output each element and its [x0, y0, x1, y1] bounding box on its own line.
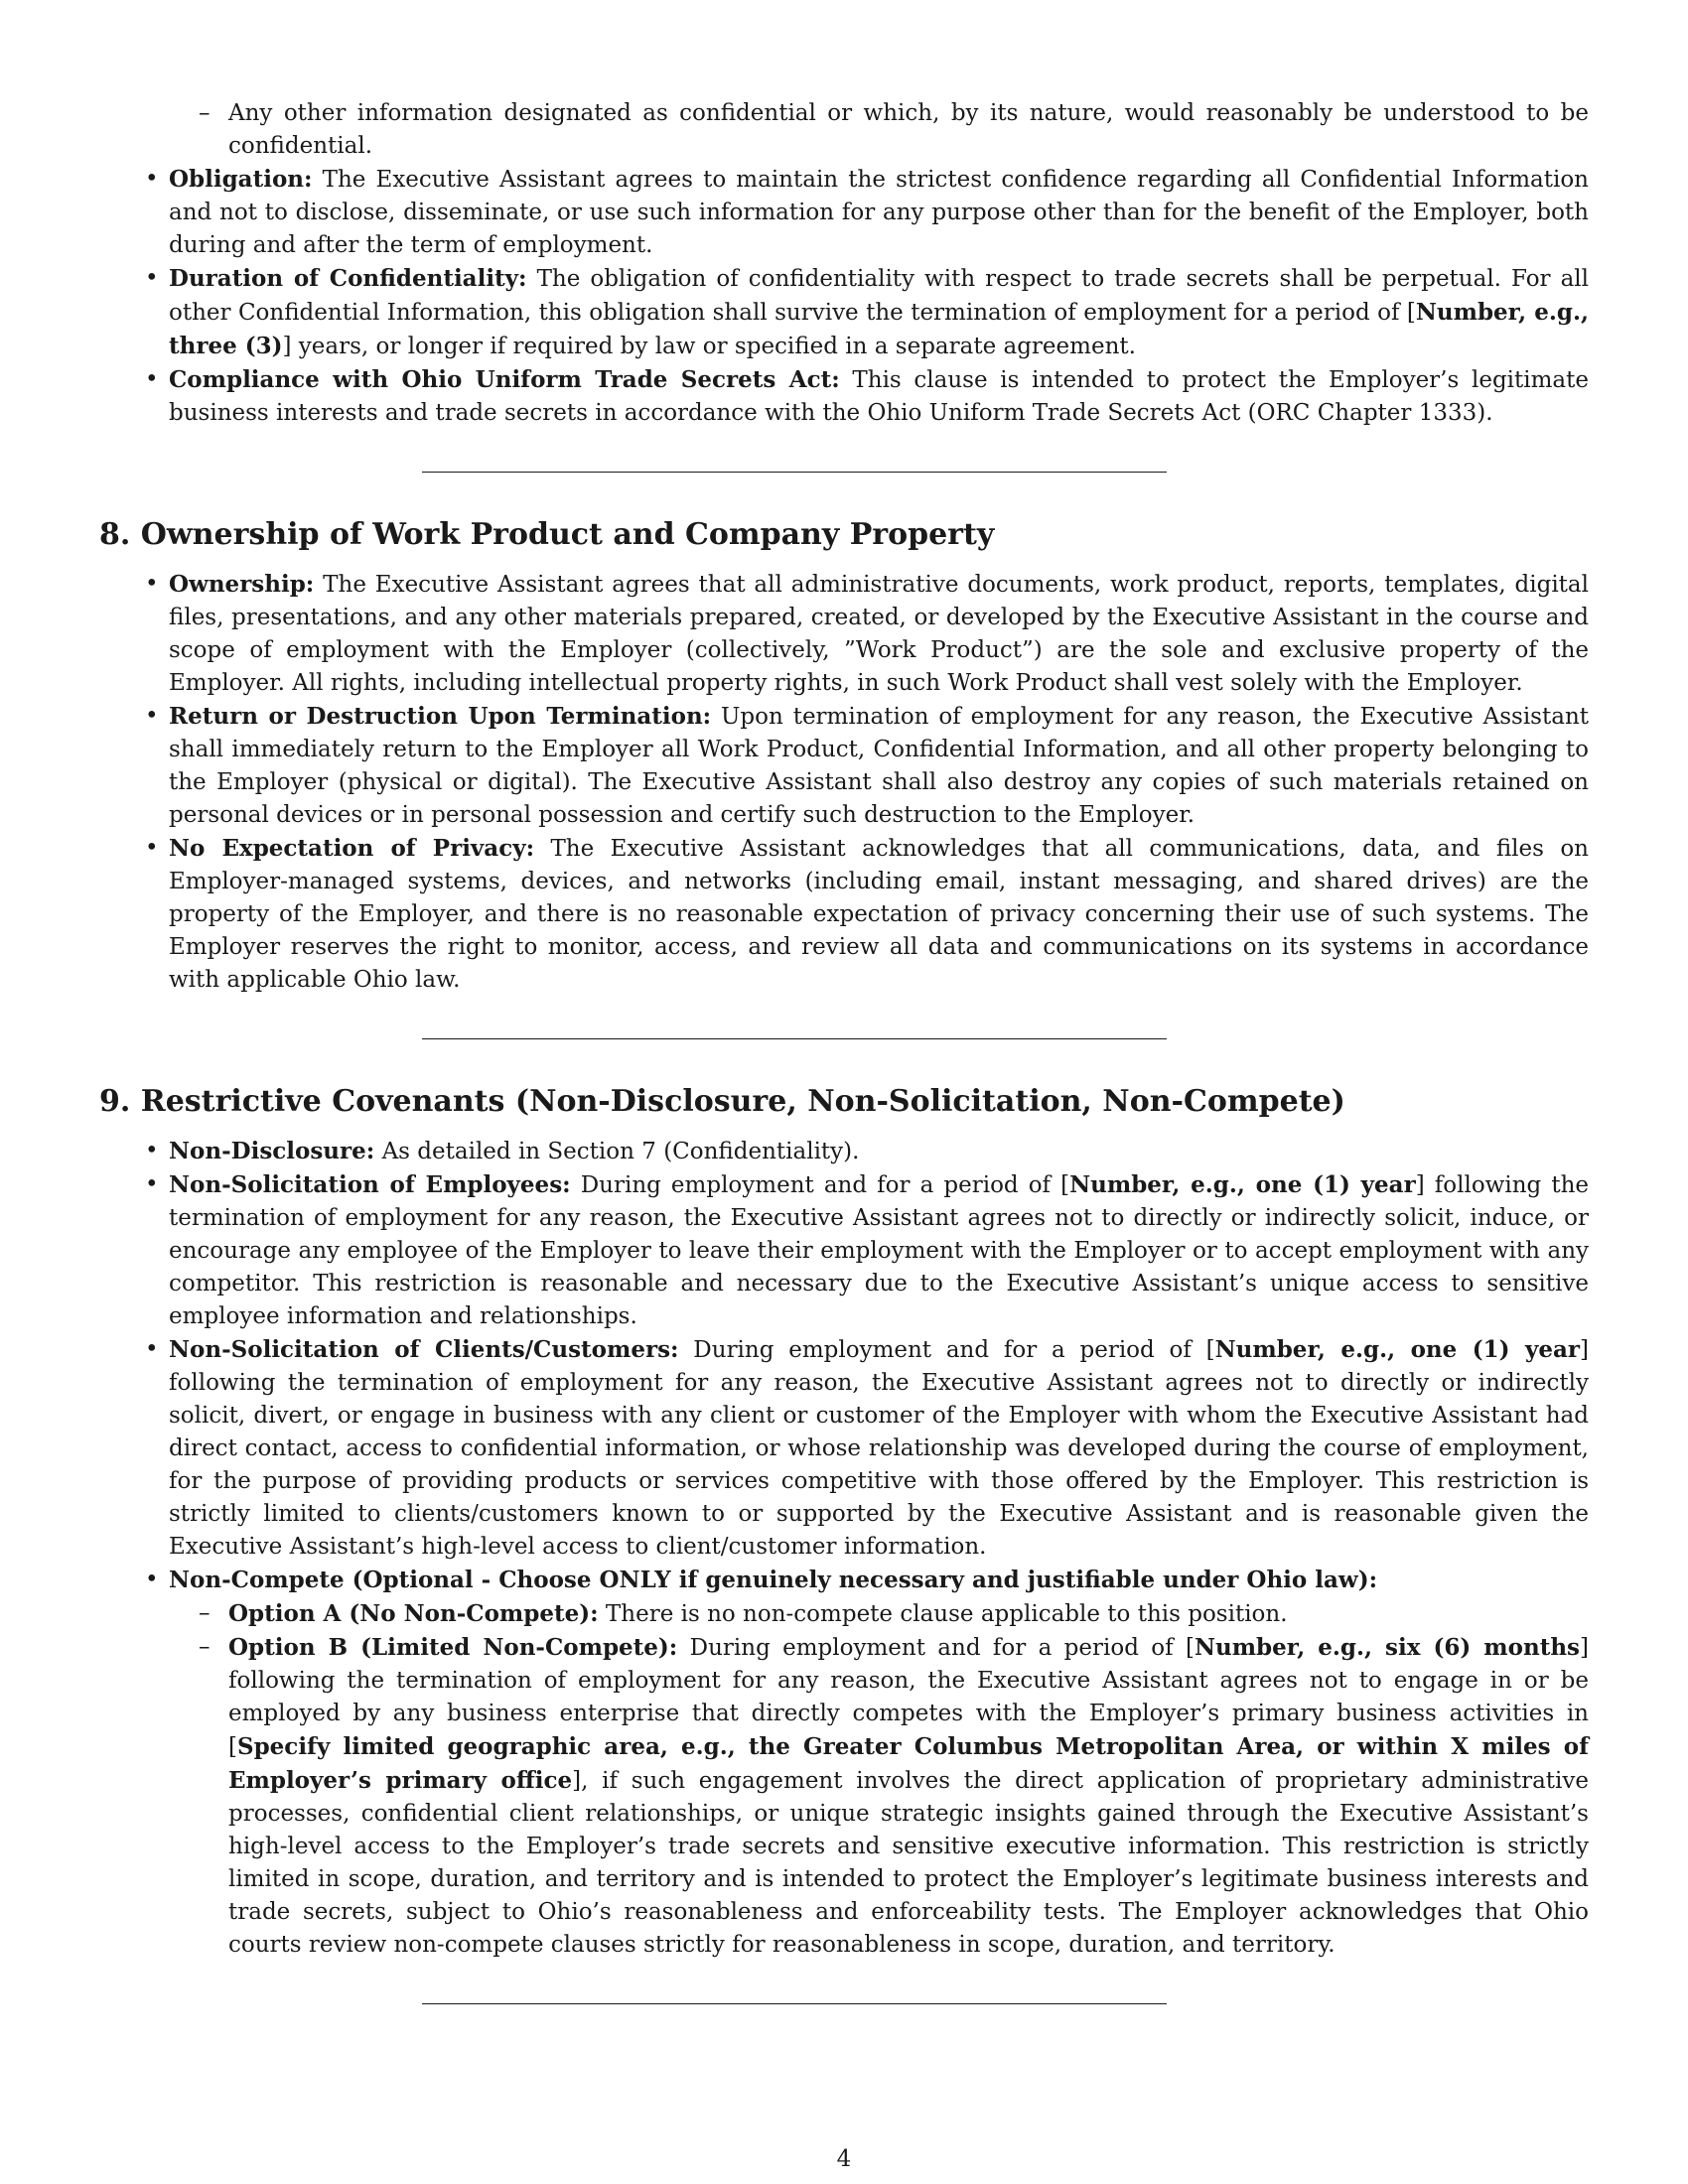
item-text: ] following the termination of employment for any reason, the Executive Assistant agrees not to engage in or be employed by any business enterprise that directly competes with the Employer’s primary business activities in [: [228, 1635, 1589, 1760]
item-text: During employment and for a period of [: [677, 1635, 1195, 1661]
item-label: Option B (Limited Non-Compete):: [228, 1634, 678, 1661]
item-text: The Executive Assistant agrees that all administrative documents, work product, reports, templates, digital files, presentations, and any other materials prepared, created, or developed by the Executive Assistant in the course and scope of employment with the Employer (collectively, ”Work Product”) are the sole and exclusive property of the Employer. All rights, including intellectual property rights, in such Work Product shall vest solely with the Employer.: [169, 572, 1589, 696]
list-item-compliance: [145, 363, 1590, 430]
item-text: During employment and for a period of [: [570, 1172, 1070, 1198]
list-item-privacy: [145, 832, 1589, 997]
section8-list: [99, 568, 1589, 997]
item-text: This clause is intended to protect the Employer’s legitimate business interests and trade secrets in accordance with the Ohio Uniform Trade Secrets Act (ORC Chapter 1333).: [169, 367, 1590, 426]
item-text: Any other information designated as confidential or which, by its nature, would reasonably be understood to be confidential.: [228, 100, 1589, 159]
dash-list-continued: [99, 97, 1589, 163]
bullet-marker: •: [145, 166, 159, 192]
list-item-nondisclosure: [145, 1135, 1589, 1168]
item-label: Non-Solicitation of Employees:: [169, 1171, 571, 1198]
bullet-marker: •: [145, 366, 159, 392]
option-a: [199, 1597, 1589, 1631]
list-item-ownership: [145, 568, 1589, 700]
placeholder-text: Number, e.g., six (6) months: [1194, 1634, 1581, 1661]
item-label: Non-Compete (Optional - Choose ONLY if genuinely necessary and justifiable under Ohio law):: [169, 1567, 1378, 1593]
placeholder-text: Number, e.g., one (1) year: [1069, 1171, 1416, 1198]
placeholder-text: Specify limited geographic area, e.g., the Greater Columbus Metropolitan Area, or within X miles of Employer’s primary office: [228, 1733, 1589, 1794]
item-label: Ownership:: [169, 571, 315, 598]
list-item-obligation: [145, 163, 1589, 262]
item-text: ] years, or longer if required by law or specified in a separate agreement.: [282, 334, 1136, 359]
list-item-return: [145, 700, 1589, 832]
bullet-marker: •: [145, 1567, 159, 1592]
bullet-marker: •: [145, 571, 159, 597]
item-label: Compliance with Ohio Uniform Trade Secrets Act:: [169, 366, 840, 393]
item-label: Obligation:: [169, 166, 313, 193]
section9-list: [99, 1135, 1589, 1962]
section-heading-9: 9. Restrictive Covenants (Non-Disclosure, Non-Solicitation, Non-Compete): [99, 1084, 1345, 1119]
item-label: Non-Disclosure:: [169, 1138, 375, 1164]
item-text: The obligation of confidentiality with respect to trade secrets shall be perpetual. For all other Confidential Information, this obligation shall survive the termination of employment for a period of [: [169, 266, 1590, 326]
section-divider: [422, 472, 1167, 473]
option-b: [199, 1631, 1589, 1962]
item-text: The Executive Assistant agrees to maintain the strictest confidence regarding all Confidential Information and not to disclose, disseminate, or use such information for any purpose other than for the benefit of the Employer, both during and after the term of employment.: [169, 167, 1589, 258]
item-label: Duration of Confidentiality:: [169, 265, 527, 292]
item-text: Upon termination of employment for any reason, the Executive Assistant shall immediately return to the Employer all Work Product, Confidential Information, and all other property belonging to the Employer (physical or digital). The Executive Assistant shall also destroy any copies of such materials retained on personal devices or in personal possession and certify such destruction to the Employer.: [169, 704, 1589, 828]
item-text: As detailed in Section 7 (Confidentiality).: [374, 1139, 860, 1164]
bullet-marker: •: [145, 1138, 159, 1163]
item-text: The Executive Assistant acknowledges that all communications, data, and files on Employer-managed systems, devices, and networks (including email, instant messaging, and shared drives) are the property of the Employer, and there is no reasonable expectation of privacy concerning their use of such systems. The Employer reserves the right to monitor, access, and review all data and communications on its systems in accordance with applicable Ohio law.: [169, 836, 1589, 993]
item-label: Return or Destruction Upon Termination:: [169, 703, 712, 730]
placeholder-text: Number, e.g., three (3): [169, 299, 1589, 359]
bullet-marker: •: [145, 835, 159, 861]
list-item-duration: [145, 262, 1590, 363]
bullet-marker: •: [145, 703, 159, 729]
section-divider: [422, 2003, 1167, 2004]
list-item: [199, 97, 1589, 163]
item-text: During employment and for a period of [: [678, 1337, 1215, 1363]
placeholder-text: Number, e.g., one (1) year: [1214, 1336, 1581, 1363]
section7-list: [99, 163, 1589, 430]
item-label: No Expectation of Privacy:: [169, 835, 535, 862]
noncompete-options: [169, 1597, 1589, 1962]
item-text: ] following the termination of employment for any reason, the Executive Assistant agrees not to directly or indirectly solicit, divert, or engage in business with any client or customer of the Employer with whom the Executive Assistant had direct contact, access to confidential information, or whose relationship was developed during the course of employment, for the purpose of providing products or services competitive with those offered by the Employer. This restriction is strictly limited to clients/customers known to or supported by the Executive Assistant and is reasonable given the Executive Assistant’s high-level access to client/customer information.: [169, 1337, 1590, 1560]
dash-marker: –: [199, 100, 211, 126]
list-item-noncompete: [145, 1564, 1589, 1962]
document-page: [99, 97, 1589, 2004]
page-number: 4: [836, 2146, 852, 2172]
dash-marker: –: [199, 1600, 211, 1626]
bullet-marker: •: [145, 265, 159, 291]
item-text: There is no non-compete clause applicable to this position.: [598, 1601, 1288, 1627]
item-label: Non-Solicitation of Clients/Customers:: [169, 1336, 679, 1363]
item-label: Option A (No Non-Compete):: [228, 1600, 599, 1627]
dash-marker: –: [199, 1634, 211, 1660]
item-text: ] following the termination of employment for any reason, the Executive Assistant agrees not to directly or indirectly solicit, induce, or encourage any employee of the Employer to leave their employment with the Employer or to accept employment with any competitor. This restriction is reasonable and necessary due to the Executive Assistant’s unique access to sensitive employee information and relationships.: [169, 1172, 1589, 1329]
bullet-marker: •: [145, 1336, 159, 1362]
bullet-marker: •: [145, 1171, 159, 1197]
list-item-nonsolicitation-employees: [145, 1168, 1589, 1333]
section-divider: [422, 1038, 1167, 1039]
item-text: ], if such engagement involves the direct application of proprietary administrative processes, confidential client relationships, or unique strategic insights gained through the Executive Assistant’s high-level access to the Employer’s trade secrets and sensitive executive information. This restriction is strictly limited in scope, duration, and territory and is intended to protect the Employer’s legitimate business interests and trade secrets, subject to Ohio’s reasonableness and enforceability tests. The Employer acknowledges that Ohio courts review non-compete clauses strictly for reasonableness in scope, duration, and territory.: [228, 1768, 1589, 1958]
list-item-nonsolicitation-clients: [145, 1333, 1590, 1564]
section-heading-8: 8. Ownership of Work Product and Company Property: [99, 517, 995, 552]
